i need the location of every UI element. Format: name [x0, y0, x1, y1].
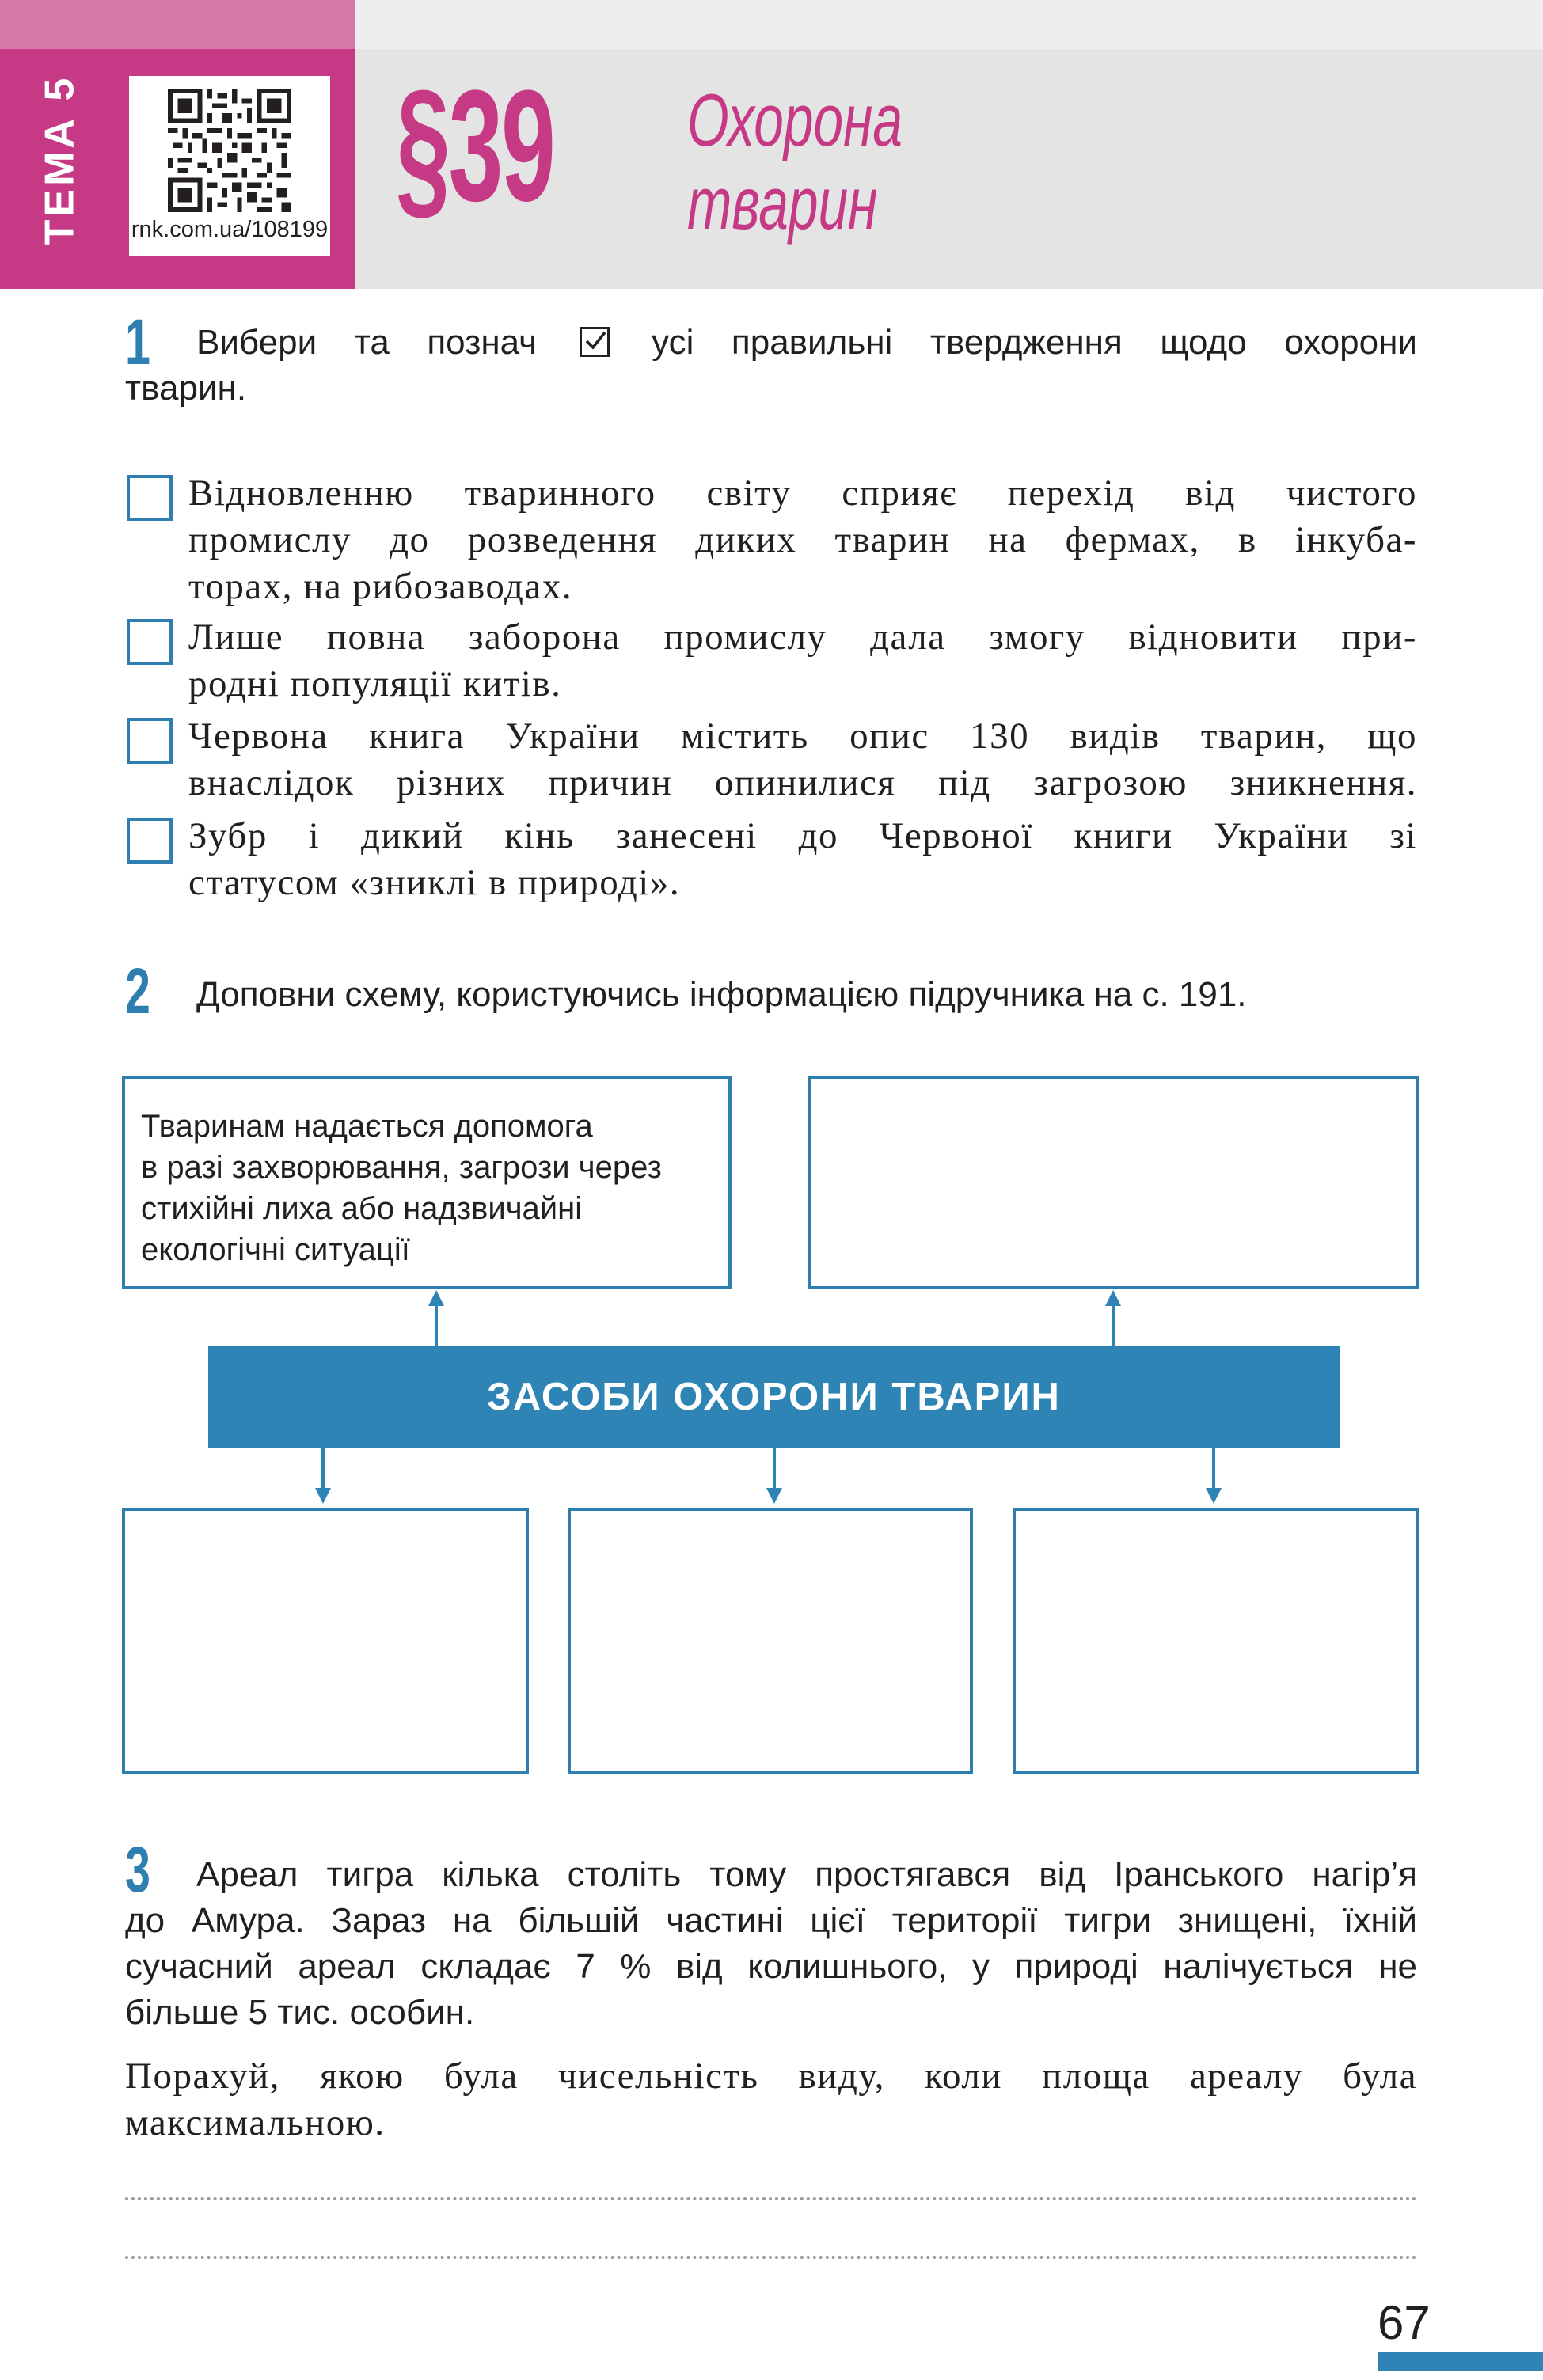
qr-url[interactable]: rnk.com.ua/108199 — [131, 217, 329, 242]
statement-line: Відновленню тваринного світу сприяє перехід від чистого — [188, 473, 1417, 514]
task1-prompt-start: Вибери та познач — [196, 323, 538, 362]
statement-line: торах, на рибозаводах. — [188, 566, 573, 607]
task3-text-first — [196, 1852, 1417, 1898]
scheme-box-filled — [122, 1076, 732, 1289]
statement-text — [188, 614, 1417, 708]
statement-line: статусом «зниклі в природі». — [188, 862, 681, 903]
task-number: 3 — [125, 1834, 150, 1906]
statement-checkbox[interactable] — [127, 718, 173, 764]
statement-line: внаслідок різних причин опинилися під загрозою зникнення. — [188, 762, 1417, 803]
qr-code-icon — [168, 89, 291, 212]
scheme-box-empty[interactable] — [1013, 1508, 1419, 1774]
statement-text — [188, 713, 1417, 807]
task1-prompt — [196, 320, 1417, 366]
topic-text: ТЕМА 5 — [36, 74, 82, 245]
task3-line: до Амура. Зараз на більшій частині цієї території тигри знищені, їхній — [125, 1901, 1417, 1940]
statement-checkbox[interactable] — [127, 619, 173, 665]
statement-line: промислу до розведення диких тварин на фермах, в інкуба- — [188, 519, 1417, 560]
qr-card[interactable] — [129, 76, 330, 256]
statement-line: родні популяції китів. — [188, 663, 562, 704]
statement-text — [188, 470, 1417, 610]
task1-prompt-end: усі правильні твердження щодо охорони — [652, 323, 1417, 362]
header-topic-stripe — [0, 0, 355, 49]
topic-label — [32, 65, 87, 255]
task3-line: Ареал тигра кілька століть тому простягався від Іранського нагір’я — [196, 1855, 1417, 1894]
scheme-box-line: екологічні ситуації — [141, 1232, 410, 1267]
section-number: §39 — [396, 58, 554, 234]
statement-text — [188, 813, 1417, 906]
task-number: 2 — [125, 955, 150, 1027]
task1-prompt-line2: тварин. — [125, 369, 247, 408]
task-number: 1 — [125, 306, 150, 378]
scheme-box-empty[interactable] — [808, 1076, 1419, 1289]
task2-prompt: Доповни схему, користуючись інформацією підручника на с. 191. — [196, 975, 1247, 1014]
scheme-center-banner: ЗАСОБИ ОХОРОНИ ТВАРИН — [208, 1346, 1340, 1448]
statement-line: Лише повна заборона промислу дала змогу відновити при- — [188, 617, 1417, 658]
task3-question-line: максимальною. — [125, 2102, 386, 2143]
statement-checkbox[interactable] — [127, 818, 173, 864]
scheme-box-empty[interactable] — [568, 1508, 973, 1774]
task3-question — [125, 2053, 1417, 2147]
task3-question-line: Порахуй, якою була чисельність виду, коли площа ареалу була — [125, 2055, 1417, 2097]
scheme-box-empty[interactable] — [122, 1508, 529, 1774]
statement-checkbox[interactable] — [127, 475, 173, 521]
checked-box-icon — [580, 327, 610, 357]
task3-line: сучасний ареал складає 7 % від колишнього, у природі налічується не — [125, 1947, 1417, 1986]
scheme-box-text — [141, 1106, 728, 1270]
scheme-box-line: Тваринам надається допомога — [141, 1109, 593, 1144]
scheme-box-line: стихійні лиха або надзвичайні — [141, 1191, 583, 1226]
task3-text — [125, 1898, 1417, 2036]
answer-line[interactable] — [125, 2256, 1417, 2259]
page-number-bar — [1378, 2352, 1543, 2371]
statement-line: Зубр і дикий кінь занесені до Червоної книги України зі — [188, 815, 1417, 856]
header-top-stripe — [355, 0, 1543, 49]
statement-line: Червона книга України містить опис 130 видів тварин, що — [188, 716, 1417, 757]
section-title-line1: Охорона — [687, 78, 903, 161]
answer-line[interactable] — [125, 2197, 1417, 2200]
section-title-line2: тварин — [687, 161, 878, 245]
task3-line: більше 5 тис. особин. — [125, 1993, 475, 2032]
scheme-box-line: в разі захворювання, загрози через — [141, 1150, 662, 1185]
page-number: 67 — [1378, 2296, 1431, 2349]
